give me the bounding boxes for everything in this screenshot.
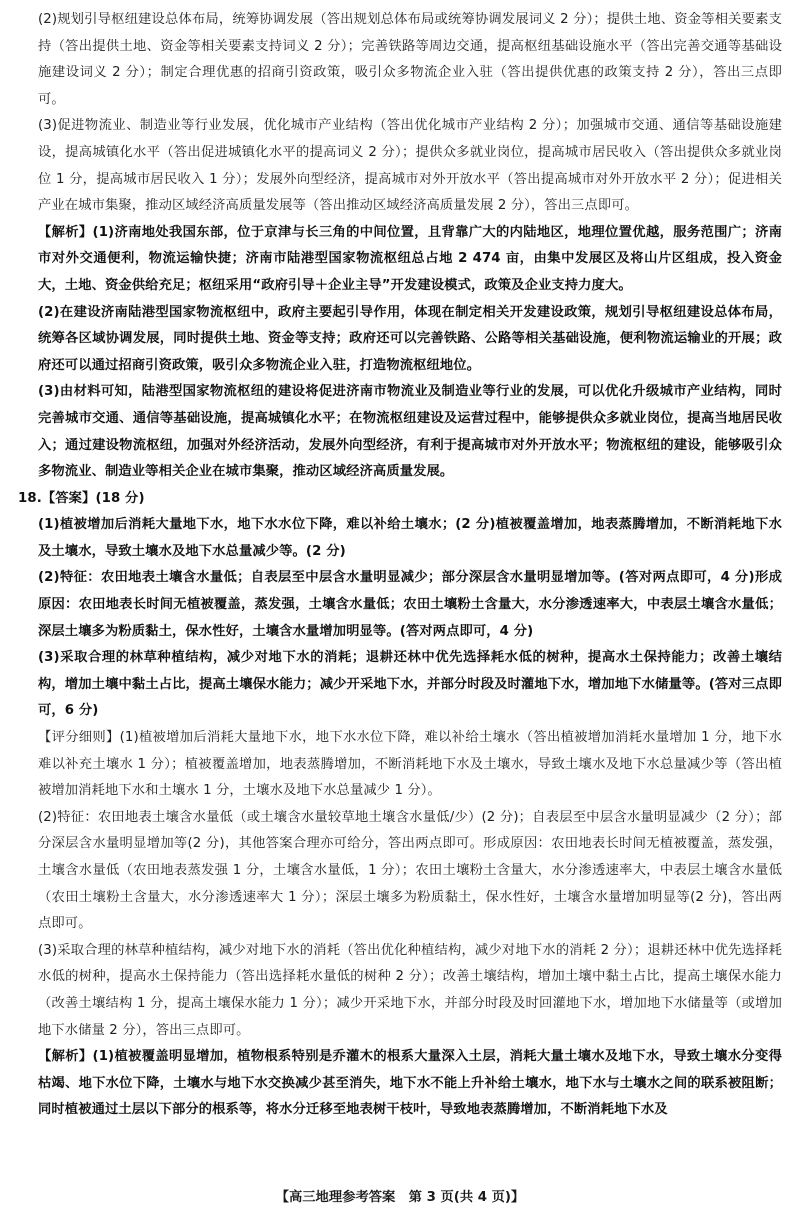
question-18-heading: 18.【答案】(18 分) xyxy=(18,490,145,506)
paragraph-q17-analysis-3: (3)由材料可知，陆港型国家物流枢纽的建设将促进济南市物流业及制造业等行业的发展，可以优化升级城市产业结构，同时完善城市交通、通信等基础设施，提高城镇化水平；在物流枢纽建设及运营过程中，能够提供众多就业岗位，提高当地居民收入；通过建设物流枢纽，加强对外经济活动，发展外向型经济，有利于提高城市对外开放水平；物流枢纽的建设，能够吸引众多物流业、制造业等相关企业在城市集聚，推动区域经济高质量发展。 xyxy=(38,384,782,480)
paragraph-q18-answer-3: (3)采取合理的林草种植结构，减少对地下水的消耗；退耕还林中优先选择耗水低的树种，提高水土保持能力；改善土壤结构，增加土壤中黏土占比，提高土壤保水能力；减少开采地下水，并部分时段及时灌地下水，增加地下水储量等。(答对三点即可，6 分) xyxy=(38,650,782,719)
answer-content xyxy=(18,7,782,1124)
paragraph-q18-scoring-3: (3)采取合理的林草种植结构，减少对地下水的消耗（答出优化种植结构，减少对地下水的消耗 2 分）；退耕还林中优先选择耗水低的树种，提高水土保持能力（答出选择耗水量低的树种 2 分）；改善土壤结构，增加土壤中黏土占比，提高土壤保水能力（改善土壤结构 1 分，提高土壤保水能力 1 分）；减少开采地下水，并部分时段及时回灌地下水，增加地下水储量等（或增加地下水储量 2 分），答出三点即可。 xyxy=(38,942,782,1038)
paragraph-q17-analysis-2: (2)在建设济南陆港型国家物流枢纽中，政府主要起引导作用，体现在制定相关开发建设政策，规划引导枢纽建设总体布局，统筹各区域协调发展，同时提供土地、资金等支持；政府还可以完善铁路、公路等相关基础设施，便利物流运输业的开展；政府还可以通过招商引资政策，吸引众多物流企业入驻，打造物流枢纽地位。 xyxy=(38,304,782,373)
paragraph-q18-answer-1: (1)植被增加后消耗大量地下水，地下水水位下降，难以补给土壤水；(2 分)植被覆盖增加，地表蒸腾增加，不断消耗地下水及土壤水，导致土壤水及地下水总量减少等。(2 分) xyxy=(38,517,782,559)
paragraph-q18-scoring-1: 【评分细则】(1)植被增加后消耗大量地下水，地下水水位下降，难以补给土壤水（答出植被增加消耗水量增加 1 分，地下水难以补充土壤水 1 分）；植被覆盖增加，地表蒸腾增加，不断消耗地下水及土壤水，导致土壤水及地下水总量减少等（答出植被增加消耗地下水和土壤水 1 分，土壤水及地下水总量减少 1 分）。 xyxy=(38,730,782,799)
paragraph-q17-3-scoring: (3)促进物流业、制造业等行业发展，优化城市产业结构（答出优化城市产业结构 2 分）；加强城市交通、通信等基础设施建设，提高城镇化水平（答出促进城镇化水平的提高词义 2 分）；提供众多就业岗位，提高城市居民收入（答出提供众多就业岗位 1 分，提高城市居民收入 1 分）；发展外向型经济，提高城市对外开放水平（答出提高城市对外开放水平 2 分）；促进相关产业在城市集聚，推动区域经济高质量发展等（答出推动区域经济高质量发展 2 分），答出三点即可。 xyxy=(38,118,782,214)
paragraph-q18-answer-2: (2)特征：农田地表土壤含水量低；自表层至中层含水量明显减少；部分深层含水量明显增加等。(答对两点即可，4 分)形成原因：农田地表长时间无植被覆盖，蒸发强，土壤含水量低；农田土壤粉土含量大，水分渗透速率大，中表层土壤含水量低；深层土壤多为粉质黏土，保水性好，土壤含水量增加明显等。(答对两点即可，4 分) xyxy=(38,570,782,639)
paragraph-q17-2-scoring: (2)规划引导枢纽建设总体布局，统筹协调发展（答出规划总体布局或统筹协调发展词义 2 分）；提供土地、资金等相关要素支持（答出提供土地、资金等相关要素支持词义 2 分）；完善铁路等周边交通，提高枢纽基础设施水平（答出完善交通等基础设施建设词义 2 分）；制定合理优惠的招商引资政策，吸引众多物流企业入驻（答出提供优惠的政策支持 2 分），答出三点即可。 xyxy=(38,12,782,107)
page-footer: 【高三地理参考答案 第 3 页(共 4 页)】 xyxy=(275,1190,525,1205)
paragraph-q17-analysis-1: 【解析】(1)济南地处我国东部，位于京津与长三角的中间位置，且背靠广大的内陆地区，地理位置优越，服务范围广；济南市对外交通便利，物流运输快捷；济南市陆港型国家物流枢纽总占地 2 474 亩，由集中发展区及将山片区组成，投入资金大，土地、资金供给充足；枢纽采用“政府引导＋企业主导”开发建设模式，政策及企业支持力度大。 xyxy=(38,224,782,293)
paragraph-q18-analysis-1: 【解析】(1)植被覆盖明显增加，植物根系特别是乔灌木的根系大量深入土层，消耗大量土壤水及地下水，导致土壤水分变得枯竭、地下水位下降，土壤水与地下水交换减少甚至消失，地下水不能上升补给土壤水，地下水与土壤水之间的联系被阻断；同时植被通过土层以下部分的根系等，将水分迁移至地表树干枝叶，导致地表蒸腾增加，不断消耗地下水及 xyxy=(38,1049,782,1118)
paragraph-q18-scoring-2: (2)特征：农田地表土壤含水量低（或土壤含水量较草地土壤含水量低/少）(2 分)；自表层至中层含水量明显减少（2 分）；部分深层含水量明显增加等(2 分)，其他答案合理亦可给分，答出两点即可。形成原因：农田地表长时间无植被覆盖，蒸发强，土壤含水量低（农田地表蒸发强 1 分，土壤含水量低，1 分）；农田土壤粉土含量大，水分渗透速率大，中表层土壤含水量低（农田土壤粉土含量大，水分渗透速率大 1 分）；深层土壤多为粉质黏土，保水性好，土壤含水量增加明显等(2 分)，答出两点即可。 xyxy=(38,809,782,932)
